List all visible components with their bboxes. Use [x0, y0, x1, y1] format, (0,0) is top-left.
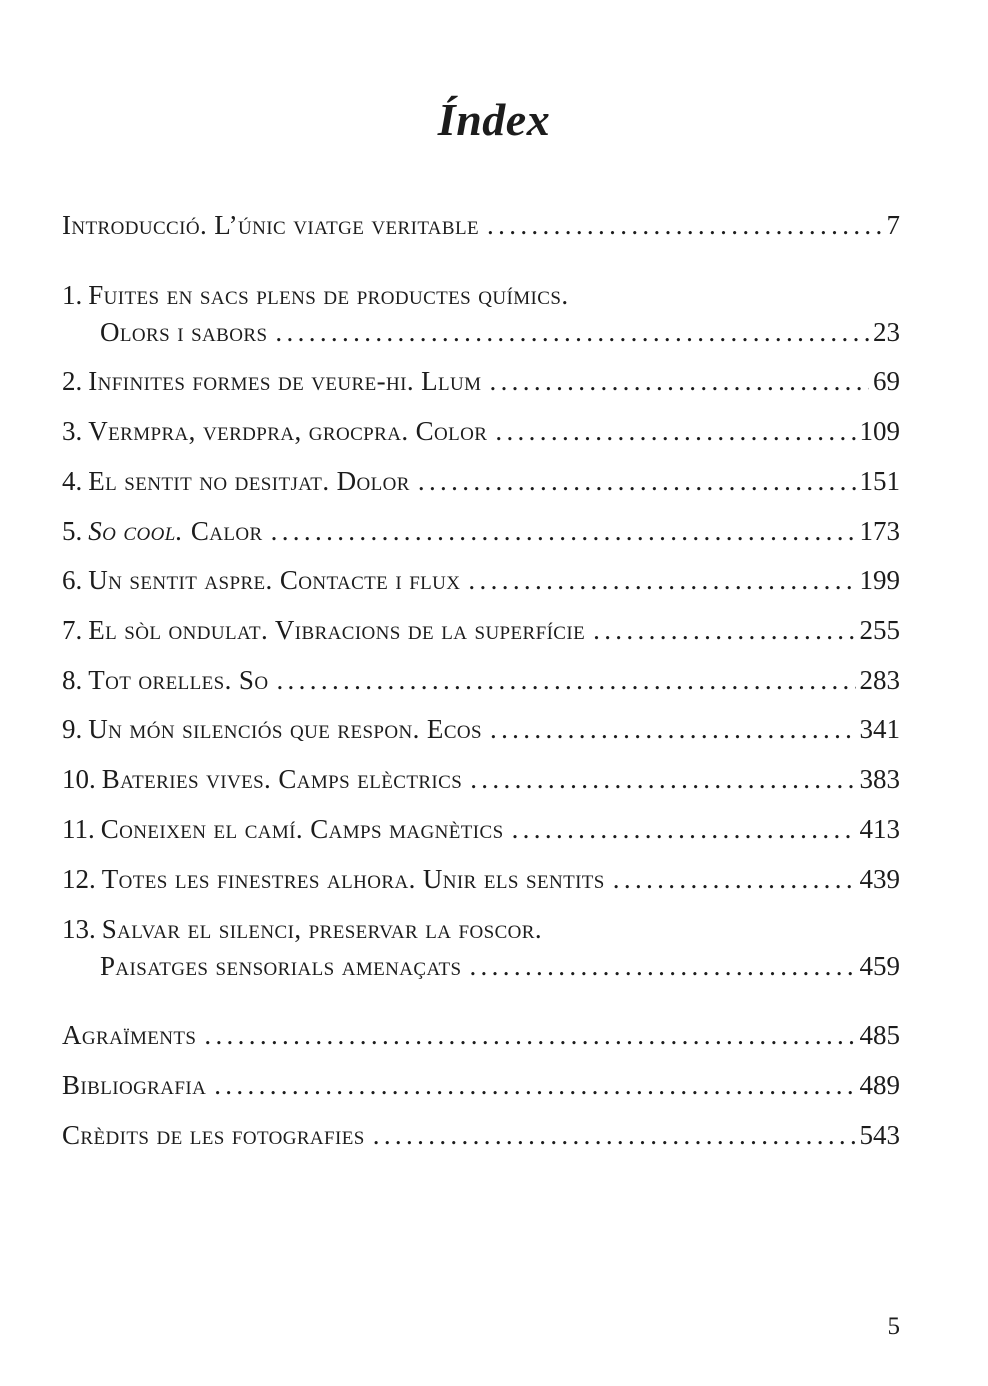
toc-entry-chapter-11[interactable]: [62, 816, 900, 843]
dot-leader: [490, 716, 856, 743]
dot-leader: [418, 468, 856, 495]
toc-entry-title: Salvar el silenci, preservar la foscor.: [101, 914, 542, 944]
toc-chapter-number: 7.: [62, 615, 83, 645]
toc-page-number: 109: [859, 416, 900, 446]
toc-entry-photo-credits[interactable]: [62, 1122, 900, 1149]
toc-page-number: 173: [859, 516, 900, 546]
toc-chapter-number: 13.: [62, 914, 96, 944]
dot-leader: [204, 1022, 855, 1049]
dot-leader: [468, 567, 855, 594]
toc-entry-title: Infinites formes de veure-hi. Llum: [88, 366, 482, 396]
dot-leader: [469, 953, 855, 980]
toc-page-number: 459: [859, 951, 900, 981]
toc-entry-title: Un sentit aspre. Contacte i flux: [88, 565, 461, 595]
toc-chapter-number: 11.: [62, 814, 95, 844]
toc-entry-title: Totes les finestres alhora. Unir els sentits: [101, 864, 605, 894]
toc-page-number: 283: [859, 665, 900, 695]
toc-page-number: 543: [859, 1120, 900, 1150]
toc-page-number: 485: [859, 1020, 900, 1050]
toc-chapter-number: 9.: [62, 714, 83, 744]
dot-leader: [470, 766, 855, 793]
toc-entry-title: Un món silenciós que respon. Ecos: [88, 714, 482, 744]
dot-leader: [495, 418, 855, 445]
dot-leader: [613, 866, 856, 893]
toc-entry-chapter-7[interactable]: [62, 617, 900, 644]
toc-entry-chapter-9[interactable]: [62, 716, 900, 743]
dot-leader: [489, 368, 869, 395]
toc-entry-chapter-12[interactable]: [62, 866, 900, 893]
page-title: Índex: [437, 93, 551, 145]
dot-leader: [487, 212, 882, 239]
dot-leader: [512, 816, 856, 843]
toc-entry-title: Fuites en sacs plens de productes químics.: [88, 280, 569, 310]
toc-chapter-number: 4.: [62, 466, 83, 496]
toc-chapter-number: 10.: [62, 764, 96, 794]
toc-page-number: 489: [859, 1070, 900, 1100]
toc-page-number: 383: [859, 764, 900, 794]
toc-entry-subtitle: Paisatges sensorials amenaçats: [100, 951, 462, 981]
toc-entry-italic-title: So cool.: [88, 516, 183, 546]
toc-entry-introduction[interactable]: [62, 212, 900, 239]
toc-chapter-number: 8.: [62, 665, 83, 695]
toc-page-number: 255: [859, 615, 900, 645]
dot-leader: [275, 319, 869, 346]
toc-page-number: 151: [859, 466, 900, 496]
toc-page-number: 7: [886, 210, 900, 240]
dot-leader: [373, 1122, 856, 1149]
toc-page-number: 23: [873, 317, 900, 347]
toc-entry-chapter-3[interactable]: [62, 418, 900, 445]
toc-entry-bibliography[interactable]: [62, 1072, 900, 1099]
toc-page-number: 439: [859, 864, 900, 894]
toc-chapter-number: 3.: [62, 416, 83, 446]
toc-page-number: 341: [859, 714, 900, 744]
toc-entry-chapter-5[interactable]: [62, 518, 900, 545]
toc-chapter-number: 12.: [62, 864, 96, 894]
dot-leader: [276, 667, 855, 694]
toc-entry-title: Crèdits de les fotografies: [62, 1120, 365, 1150]
toc-entry-title: Tot orelles. So: [88, 665, 269, 695]
toc-entry-acknowledgements[interactable]: [62, 1022, 900, 1049]
toc-entry-title: Introducció. L’únic viatge veritable: [62, 210, 480, 240]
toc-entry-title: Vermpra, verdpra, grocpra. Color: [88, 416, 488, 446]
toc-entry-chapter-1[interactable]: [62, 282, 900, 346]
dot-leader: [593, 617, 855, 644]
toc-page-number: 413: [859, 814, 900, 844]
toc-entry-title: Coneixen el camí. Camps magnètics: [100, 814, 504, 844]
toc-entry-chapter-6[interactable]: [62, 567, 900, 594]
toc-entry-title: El sòl ondulat. Vibracions de la superfície: [88, 615, 586, 645]
dot-leader: [214, 1072, 855, 1099]
toc-entry-title: El sentit no desitjat. Dolor: [88, 466, 410, 496]
toc-chapter-number: 1.: [62, 280, 83, 310]
toc-entry-title: Bateries vives. Camps elèctrics: [101, 764, 463, 794]
toc-chapter-number: 2.: [62, 366, 83, 396]
toc-chapter-number: 5.: [62, 516, 83, 546]
toc-page-number: 199: [859, 565, 900, 595]
toc-entry-chapter-4[interactable]: [62, 468, 900, 495]
toc-page-number: 69: [873, 366, 900, 396]
toc-entry-chapter-13[interactable]: [62, 916, 900, 980]
toc-entry-title: Bibliografia: [62, 1070, 207, 1100]
toc-entry-chapter-10[interactable]: [62, 766, 900, 793]
toc-entry-subtitle: Olors i sabors: [100, 317, 268, 347]
toc-entry-title: Agraïments: [62, 1020, 197, 1050]
toc-entry-chapter-8[interactable]: [62, 667, 900, 694]
toc-entry-chapter-2[interactable]: [62, 368, 900, 395]
toc-chapter-number: 6.: [62, 565, 83, 595]
page-folio: 5: [887, 1313, 900, 1340]
dot-leader: [271, 518, 856, 545]
toc-entry-title: Calor: [190, 516, 263, 546]
